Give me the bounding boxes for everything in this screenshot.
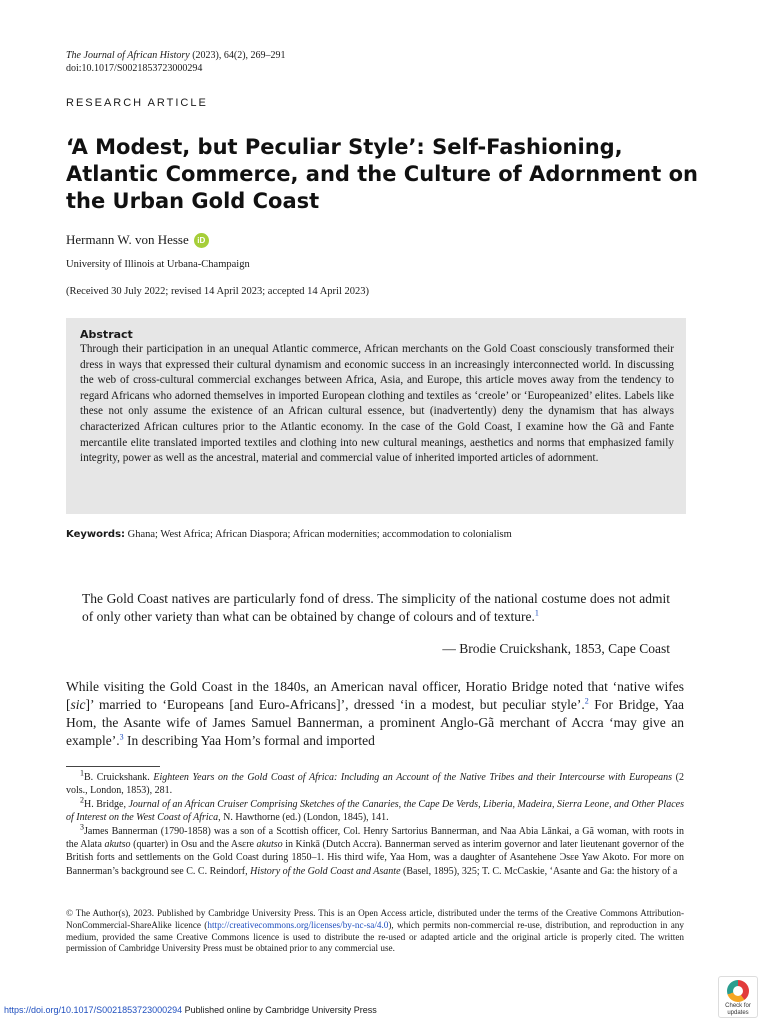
license-notice: [66, 908, 684, 955]
footnote-number: 1: [80, 768, 84, 778]
footnote-text: (quarter) in Osu and the Asɛre: [130, 839, 257, 851]
journal-name: The Journal of African History: [66, 50, 190, 61]
abstract-text: Through their participation in an unequal Atlantic commerce, African merchants on the Gold Coast consciously transformed their dress in ways that expressed their cultural dynamism and economic success in an increasingly interconnected world. In discussing the web of cross-cultural commercial exchanges between Africa, Asia, and Europe, this article moves away from the tendency to regard Africans who adorned themselves in imported European clothing and textiles as ‘creole’ or ‘Europeanized’ elites. Labels like these not only assume the existence of an African cultural essence, but (inadvertently) deny the dynamism that has always characterized African cultures prior to the Atlantic economy. In the case of the Gold Coast, I examine how the Gã and Fante mercantile elite translated imported textiles and clothing into new cultural meanings, aesthetics and norms that emphasized family integrity, power as well as the ancestral, material and commercial value of inherited imported articles of adornment.: [80, 343, 674, 465]
license-text: © The Author(s), 2023. Published by Cambridge University Press. This is an Open Access article, distributed under the terms of the Creative Commons Attribution-NonCommercial-ShareAlike licence (: [66, 908, 684, 930]
footnote-text: H. Bridge,: [84, 798, 129, 810]
footnote-divider: [66, 766, 160, 767]
journal-details: (2023), 64(2), 269–291: [189, 50, 286, 61]
footnote-3: [66, 822, 684, 879]
epigraph-attribution: — Brodie Cruickshank, 1853, Cape Coast: [442, 641, 670, 656]
author-line: [66, 232, 209, 248]
body-text: While visiting the Gold Coast in the 1840s, an American naval officer, Horatio Bridge noted that ‘native wifes [: [66, 679, 684, 712]
body-text: ]’ married to ‘Europeans [and Euro-Africans]’, dressed ‘in a modest, but peculiar style’.: [85, 697, 585, 712]
orcid-icon[interactable]: iD: [194, 233, 209, 248]
page-footer: [4, 1005, 377, 1015]
footnote-title: Journal of an African Cruiser Comprising Sketches of the Canaries, the Cape De Verds, Liberia, Madeira, Sierra Leone, and Other Places of Interest on the West Coast of Africa: [66, 798, 684, 824]
body-paragraph: [66, 678, 684, 750]
footnote-text-italic: akutso: [104, 839, 131, 851]
footnote-ref-2[interactable]: 2: [584, 696, 589, 706]
footer-published: Published online by Cambridge University Press: [182, 1005, 377, 1015]
journal-doi: doi:10.1017/S0021853723000294: [66, 63, 203, 74]
footnote-2: [66, 795, 684, 825]
check-updates-line1: Check for: [725, 1003, 751, 1009]
footnote-text: in Kinkā (Dutch Accra). Bannerman served as interim governor and later lieutenant governor of the British forts and settlements on the Gold Coast during 1850–1. His third wife, Yaa Hom, was a daughter of Asantehene Ɔsɛe Yaw Akoto. For more on Bannerman’s background see C. C. Reindorf,: [66, 839, 684, 877]
journal-citation: [66, 49, 286, 75]
affiliation: University of Illinois at Urbana-Champaign: [66, 259, 250, 270]
author-name[interactable]: Hermann W. von Hesse: [66, 232, 189, 247]
epigraph: [82, 590, 670, 626]
abstract-heading: Abstract: [80, 328, 133, 341]
footnotes: [66, 768, 684, 878]
article-title: ‘A Modest, but Peculiar Style’: Self-Fashioning, Atlantic Commerce, and the Culture of Adornment on the Urban Gold Coast: [66, 135, 698, 213]
footnote-text-italic: akutso: [256, 839, 283, 851]
footnote-title: History of the Gold Coast and Asante: [250, 865, 401, 877]
abstract-box: [66, 318, 686, 514]
footnote-ref-3[interactable]: 3: [119, 732, 124, 742]
keywords-text: Ghana; West Africa; African Diaspora; African modernities; accommodation to colonialism: [125, 529, 512, 540]
body-text: In describing Yaa Hom’s formal and imported: [123, 733, 375, 748]
body-text-italic: sic: [70, 697, 86, 712]
article-type: RESEARCH ARTICLE: [66, 97, 208, 109]
footnote-number: 2: [80, 795, 84, 805]
footer-doi-link[interactable]: https://doi.org/10.1017/S0021853723000294: [4, 1005, 183, 1015]
epigraph-text: The Gold Coast natives are particularly fond of dress. The simplicity of the national costume does not admit of only other variety than what can be obtained by change of colours and of texture.: [82, 591, 670, 624]
publication-dates: (Received 30 July 2022; revised 14 April 2023; accepted 14 April 2023): [66, 286, 369, 297]
footnote-text: (2 vols., London, 1853), 281.: [66, 772, 684, 797]
footnote-text: (Basel, 1895), 325; T. C. McCaskie, ‘Asante and Ga: the history of a: [400, 865, 678, 877]
footnote-number: 3: [80, 822, 84, 832]
keywords: [66, 529, 512, 540]
footnote-ref-1[interactable]: 1: [534, 608, 539, 618]
footnote-text: , N. Hawthorne (ed.) (London, 1845), 141.: [218, 812, 389, 824]
body-text: For Bridge, Yaa Hom, the Asante wife of James Samuel Bannerman, a prominent Anglo-Gã merchant of Accra ‘may give an example’.: [66, 697, 684, 748]
keywords-label: Keywords:: [66, 529, 126, 540]
license-link[interactable]: http://creativecommons.org/licenses/by-nc-sa/4.0: [207, 919, 389, 930]
check-updates-line2: updates: [727, 1010, 749, 1016]
footnote-text: B. Cruickshank.: [84, 772, 154, 783]
check-for-updates-button[interactable]: [718, 976, 758, 1018]
footnote-text: James Bannerman (1790-1858) was a son of a Scottish officer, Col. Henry Sartorius Bannerman, and Naa Abia Lānkai, a Gã woman, with roots in the Alata: [66, 825, 684, 851]
footnote-1: [66, 768, 684, 798]
license-text: ), which permits non-commercial re-use, distribution, and reproduction in any medium, provided the same Creative Commons licence is used to distribute the re-used or adapted article and the original article is properly cited. The written permission of Cambridge University Press must be obtained prior to any commercial use.: [66, 919, 684, 954]
footnote-title: Eighteen Years on the Gold Coast of Africa: Including an Account of the Native Tribes and their Intercourse with Europeans: [153, 772, 673, 783]
crossmark-icon: [727, 980, 749, 1002]
